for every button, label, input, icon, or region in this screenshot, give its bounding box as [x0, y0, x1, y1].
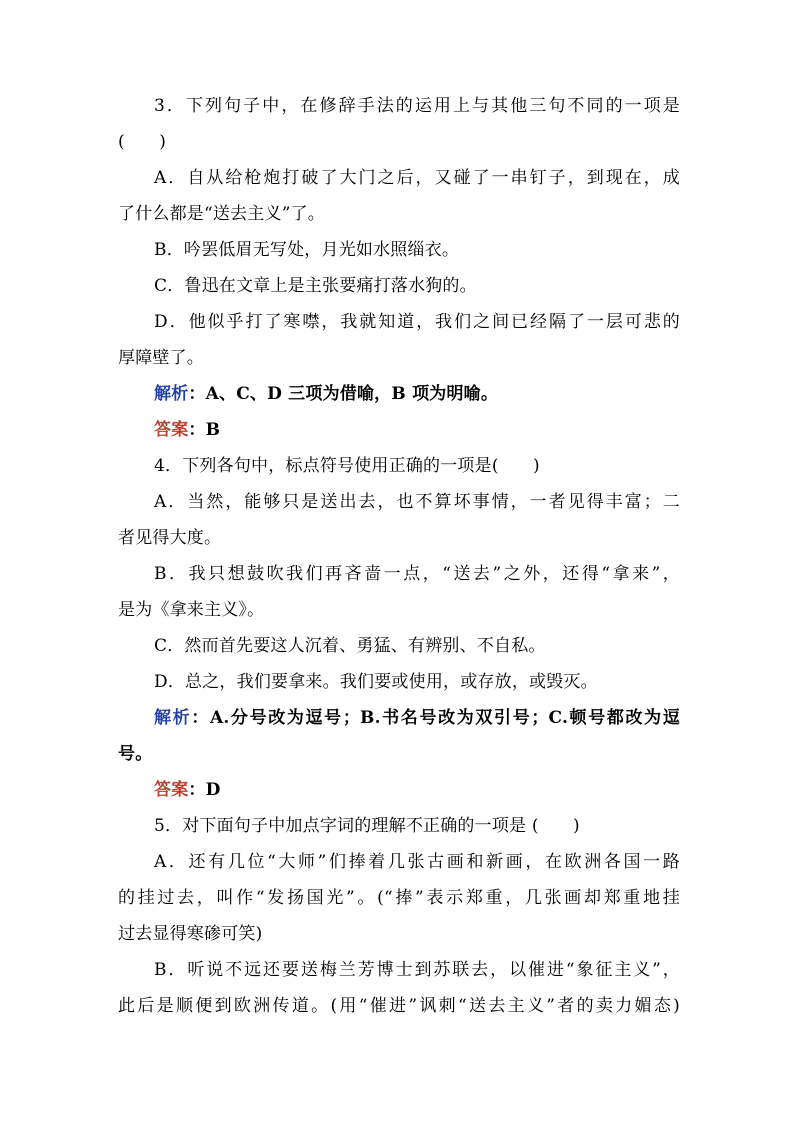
q4-analysis-line1	[118, 700, 680, 736]
q4-answer-label: 答案	[154, 780, 189, 800]
q4-option-c: C．然而首先要这人沉着、勇猛、有辨别、不自私。	[154, 636, 546, 656]
q4-answer	[118, 772, 680, 808]
q4-option-d: D．总之，我们要拿来。我们要或使用，或存放，或毁灭。	[154, 672, 598, 692]
q5-option-b-line1: B．听说不远还要送梅兰芳博士到苏联去，以催进“象征主义”，	[154, 960, 680, 980]
q3-option-a-line2: 了什么都是“送去主义”了。	[118, 204, 325, 224]
q4-stem: 4．下列各句中，标点符号使用正确的一项是( )	[154, 456, 540, 476]
q3-option-c: C．鲁迅在文章上是主张要痛打落水狗的。	[154, 276, 477, 296]
q4-option-a-line2: 者见得大度。	[118, 528, 222, 548]
q4-option-b-line1: B．我只想鼓吹我们再吝啬一点，“送去”之外，还得“拿来”，	[154, 564, 680, 584]
q5-option-a-line2: 的挂过去，叫作“发扬国光”。(“捧”表示郑重，几张画却郑重地挂	[118, 888, 680, 908]
q5-option-b-line2: 此后是顺便到欧洲传道。(用“催进”讽刺“送去主义”者的卖力媚态)	[118, 996, 680, 1016]
q5-option-a-line1: A．还有几位“大师”们捧着几张古画和新画，在欧洲各国一路	[154, 852, 680, 872]
q3-option-d-line2: 厚障壁了。	[118, 348, 204, 368]
q3-option-d-line1: D．他似乎打了寒噤，我就知道，我们之间已经隔了一层可悲的	[154, 312, 680, 332]
q3-analysis	[118, 376, 680, 412]
document-page	[118, 88, 680, 1024]
q3-analysis-text: ：A、C、D 三项为借喻，B 项为明喻。	[188, 384, 499, 404]
q3-answer-text: ：B	[188, 420, 221, 440]
q3-stem-line2: ( )	[118, 132, 167, 152]
q3-option-a-line1: A．自从给枪炮打破了大门之后，又碰了一串钉子，到现在，成	[154, 168, 680, 188]
q5-stem: 5．对下面句子中加点字词的理解不正确的一项是 ( )	[154, 816, 580, 836]
q4-answer-text: ：D	[188, 780, 221, 800]
q3-stem-line1: 3．下列句子中，在修辞手法的运用上与其他三句不同的一项是	[154, 96, 680, 116]
q4-option-a-line1: A．当然，能够只是送出去，也不算坏事情，一者见得丰富；二	[154, 492, 680, 512]
q4-analysis-text-line1: ：A.分号改为逗号；B.书名号改为双引号；C.顿号都改为逗	[191, 708, 680, 728]
q3-analysis-label: 解析	[154, 384, 189, 404]
q4-analysis-line2: 号。	[118, 744, 153, 764]
q4-option-b-line2: 是为《拿来主义》。	[118, 600, 265, 620]
q4-analysis-label: 解析	[154, 708, 192, 728]
q3-option-b: B．吟罢低眉无写处，月光如水照缁衣。	[154, 240, 460, 260]
q3-answer	[118, 412, 680, 448]
q5-option-a-line3: 过去显得寒碜可笑)	[118, 924, 263, 944]
q3-answer-label: 答案	[154, 420, 189, 440]
